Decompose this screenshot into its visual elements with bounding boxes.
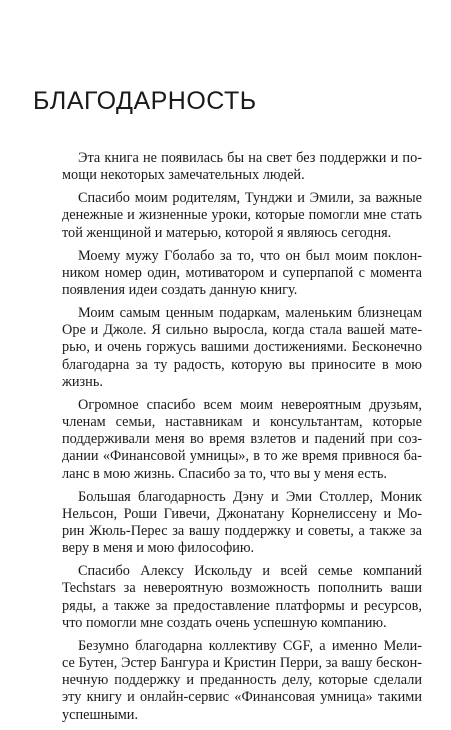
paragraph-twins xyxy=(62,305,422,391)
text-line: поддерживали меня во время взлетов и падений при соз- xyxy=(62,431,422,448)
text-line: ланс в мою жизнь. Спасибо за то, что вы у меня есть. xyxy=(62,465,387,482)
text-line: эту книгу и онлайн-сервис «Финансовая умница» такими xyxy=(62,689,422,706)
text-line: жизнь. xyxy=(62,373,103,390)
text-line: ником номер один, мотиватором и суперпапой с момента xyxy=(62,264,422,281)
text-line: благодарна за ту радость, которую вы приносите в мою xyxy=(62,356,422,373)
paragraph-cgf-team xyxy=(62,638,422,724)
paragraph-parents xyxy=(62,190,422,242)
text-line: Эта книга не появилась бы на свет без поддержки и по- xyxy=(78,150,422,166)
paragraph-friends xyxy=(62,397,422,483)
text-line: рин Жюль-Перес за вашу поддержку и советы, а также за xyxy=(62,523,422,540)
paragraph-parents-intro xyxy=(62,150,422,184)
paragraph-husband xyxy=(62,248,422,300)
text-line: рью, и очень горжусь вашими достижениями. Бесконечно xyxy=(62,339,422,356)
text-line: Моему мужу Гболабо за то, что он был моим поклон- xyxy=(78,247,422,264)
chapter-heading: БЛАГОДАРНОСТЬ xyxy=(33,87,257,115)
paragraph-mentors xyxy=(62,489,422,558)
text-line: мощи некоторых замечательных людей. xyxy=(62,167,305,184)
text-line: членам семьи, наставникам и консультантам, которые xyxy=(62,414,422,431)
text-line: Безумно благодарна коллективу CGF, а именно Мели- xyxy=(78,637,422,654)
text-line: успешными. xyxy=(62,706,139,723)
text-line: ряды, а также за предоставление платформы и ресурсов, xyxy=(62,597,422,614)
text-line: веру в меня и мою философию. xyxy=(62,540,255,557)
text-line: Нельсон, Роши Гивечи, Джонатану Корнелиссену и Мо- xyxy=(62,505,422,522)
text-line: Большая благодарность Дэну и Эми Столлер, Моник xyxy=(78,488,422,505)
text-line: Techstars за невероятную возможность пополнить ваши xyxy=(62,580,422,597)
text-line: Моим самым ценным подаркам, маленьким близнецам xyxy=(78,305,422,322)
text-line: денежные и жизненные уроки, которые помогли мне стать xyxy=(62,207,422,224)
text-line: Спасибо моим родителям, Тунджи и Эмили, за важные xyxy=(78,190,422,207)
text-line: Оре и Джоле. Я сильно выросла, когда стала вашей мате- xyxy=(62,322,422,339)
acknowledgements-text xyxy=(62,150,422,730)
text-line: се Бутен, Эстер Бангура и Кристин Перри, за вашу бескон- xyxy=(62,655,422,672)
text-line: Спасибо Алексу Искольду и всей семье компаний xyxy=(78,563,422,580)
text-line: появления идеи создать данную книгу. xyxy=(62,282,298,299)
text-line: той женщиной и матерью, которой я являюсь сегодня. xyxy=(62,224,392,241)
paragraph-techstars xyxy=(62,563,422,632)
text-line: нечную поддержку и преданность делу, которые сделали xyxy=(62,672,422,689)
text-line: что помогли мне создать очень успешную компанию. xyxy=(62,614,387,631)
text-line: Огромное спасибо всем моим невероятным друзьям, xyxy=(78,396,422,413)
text-line: дании «Финансовой умницы», в то же время привнося ба- xyxy=(62,448,422,465)
